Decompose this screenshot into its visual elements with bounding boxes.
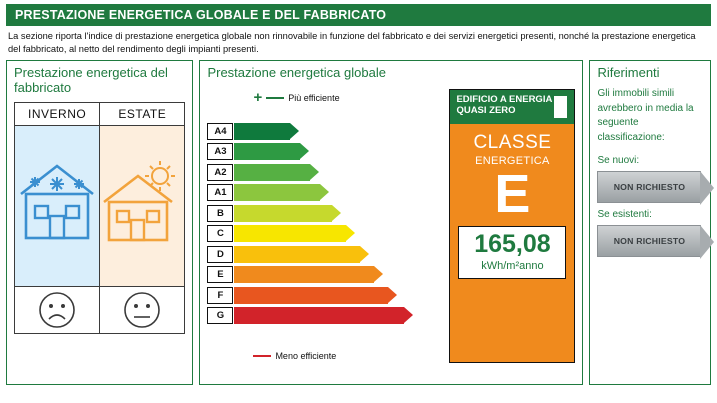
- energy-class-label: A1: [207, 184, 233, 201]
- bar-arrow-tip-icon: [388, 287, 397, 303]
- bar-arrow-tip-icon: [332, 205, 341, 221]
- bar-arrow-tip-icon: [404, 307, 413, 323]
- energy-class-label: A4: [207, 123, 233, 140]
- class-result-box: [449, 89, 575, 363]
- energy-class-bars: [207, 121, 439, 326]
- energetica-label: ENERGETICA: [475, 155, 550, 168]
- building-performance-title: Prestazione energetica del fabbricato: [14, 65, 168, 96]
- energy-class-label: G: [207, 307, 233, 324]
- plus-line-icon: [266, 97, 284, 99]
- energy-class-row: [207, 265, 439, 286]
- nzeb-label: EDIFICIO A ENERGIA QUASI ZERO: [456, 94, 552, 116]
- most-efficient-label: Più efficiente: [288, 93, 340, 104]
- nzeb-checkbox[interactable]: [553, 95, 569, 119]
- page-title: PRESTAZIONE ENERGETICA GLOBALE E DEL FABBRICATO: [6, 4, 711, 26]
- season-summer-illustration: [100, 126, 184, 286]
- references-title: Riferimenti: [597, 65, 660, 81]
- sun-house-icon: [98, 154, 186, 246]
- energy-value: 165,08: [474, 230, 551, 259]
- bar-arrow-tip-icon: [310, 164, 319, 180]
- new-buildings-label: Se nuovi:: [597, 155, 640, 167]
- energy-class-bar: [234, 123, 290, 140]
- bar-arrow-tip-icon: [300, 143, 309, 159]
- energy-class-label: B: [207, 205, 233, 222]
- season-winter-rating: [15, 286, 99, 333]
- energy-class-bar: [234, 246, 360, 263]
- season-winter-label: INVERNO: [15, 103, 99, 126]
- season-summer-rating: [100, 286, 184, 333]
- season-winter-illustration: [15, 126, 99, 286]
- energy-class-label: A3: [207, 143, 233, 160]
- global-performance-panel: [199, 60, 583, 385]
- building-performance-panel: [6, 60, 193, 385]
- global-performance-title: Prestazione energetica globale: [207, 65, 386, 81]
- energy-class-bar: [234, 205, 332, 222]
- energy-class-bar: [234, 184, 320, 201]
- energy-class-label: D: [207, 246, 233, 263]
- energy-class-label: E: [207, 266, 233, 283]
- nzeb-banner: [450, 90, 574, 124]
- existing-buildings-label: Se esistenti:: [597, 209, 652, 221]
- energy-class-bar: [234, 164, 310, 181]
- season-summer-label: ESTATE: [100, 103, 184, 126]
- season-comparison-box: [14, 102, 185, 334]
- bar-arrow-tip-icon: [290, 123, 299, 139]
- plus-icon: +: [253, 89, 263, 107]
- arrow-tip-icon: [700, 171, 714, 205]
- references-text: Gli immobili simili avrebbero in media la seguente classificazione:: [597, 88, 694, 143]
- energy-class-row: [207, 224, 439, 245]
- arrow-tip-icon: [700, 225, 714, 259]
- energy-unit: kWh/m²anno: [481, 260, 544, 273]
- bar-arrow-tip-icon: [346, 225, 355, 241]
- energy-class-bar: [234, 307, 404, 324]
- energy-class-bar: [234, 225, 346, 242]
- new-buildings-value: NON RICHIESTO: [613, 182, 686, 193]
- least-efficient-label: Meno efficiente: [275, 351, 337, 362]
- new-buildings-value-arrow: [597, 171, 701, 203]
- sad-face-icon: [37, 290, 77, 330]
- energy-class-row: [207, 306, 439, 327]
- season-winter: [15, 103, 99, 333]
- energy-class-row: [207, 121, 439, 142]
- energy-value-box: [458, 226, 566, 279]
- energy-class-row: [207, 162, 439, 183]
- bar-arrow-tip-icon: [374, 266, 383, 282]
- energy-class-row: [207, 183, 439, 204]
- energy-class-bar: [234, 266, 374, 283]
- energy-class-row: [207, 203, 439, 224]
- most-efficient-marker: [253, 89, 340, 107]
- energy-scale: [207, 87, 439, 363]
- class-letter: E: [494, 164, 531, 225]
- energy-class-row: [207, 142, 439, 163]
- energy-class-row: [207, 244, 439, 265]
- energy-class-bar: [234, 143, 300, 160]
- intro-text: La sezione riporta l'indice di prestazione energetica globale non rinnovabile in funzione del fabbricato e dei servizi energetici presenti, nonché la prestazione energetica del fabbricato, al netto del rendimento degli impianti presenti.: [8, 31, 696, 54]
- panels-row: [6, 60, 711, 385]
- existing-buildings-value-arrow: [597, 225, 701, 257]
- global-performance-content: [207, 87, 575, 363]
- season-summer: [99, 103, 184, 333]
- neutral-face-icon: [122, 290, 162, 330]
- existing-buildings-value: NON RICHIESTO: [613, 236, 686, 247]
- energy-class-bar: [234, 287, 388, 304]
- energy-class-label: C: [207, 225, 233, 242]
- bar-arrow-tip-icon: [320, 184, 329, 200]
- least-efficient-marker: [253, 351, 336, 361]
- energy-class-label: F: [207, 287, 233, 304]
- energy-class-label: A2: [207, 164, 233, 181]
- minus-line-icon: [253, 355, 271, 357]
- snowflake-house-icon: [13, 154, 101, 246]
- references-panel: [589, 60, 711, 385]
- bar-arrow-tip-icon: [360, 246, 369, 262]
- energy-class-row: [207, 285, 439, 306]
- classe-label: CLASSE: [473, 132, 552, 154]
